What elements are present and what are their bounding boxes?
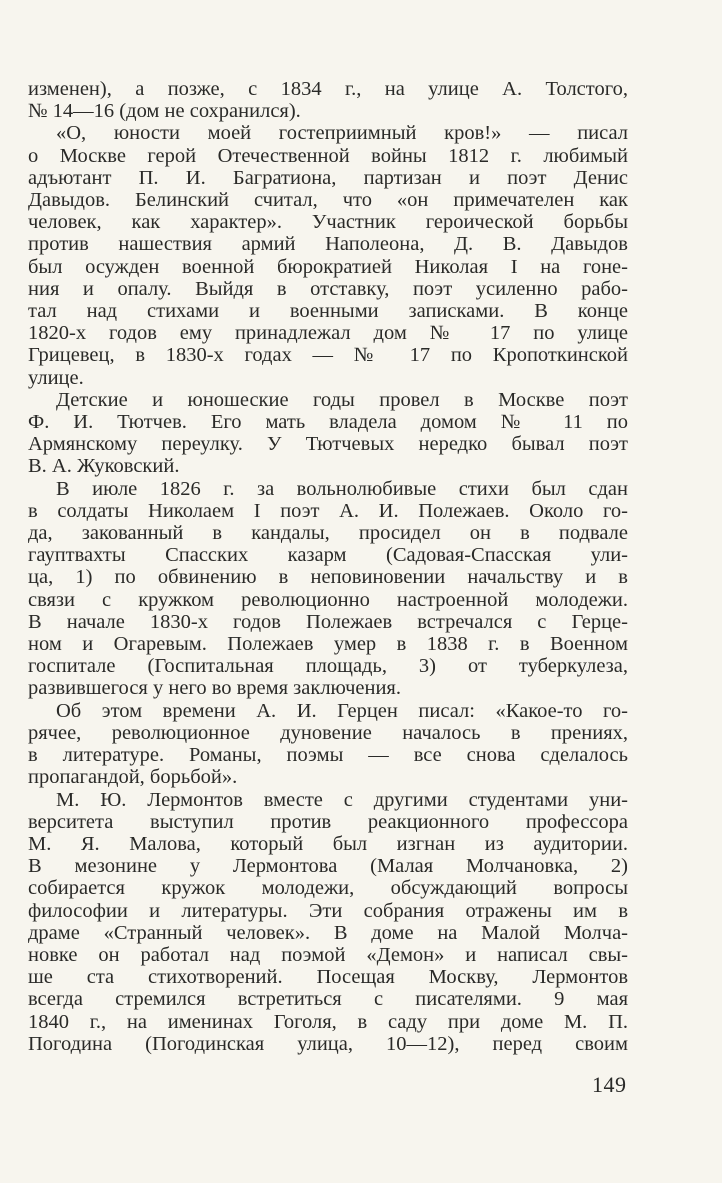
text-line: Погодина (Погодинская улица, 10—12), перед своим bbox=[28, 1032, 628, 1055]
text-line: ца, 1) по обвинению в неповиновении начальству и в bbox=[28, 566, 628, 589]
text-line: В. А. Жуковский. bbox=[28, 455, 180, 478]
text-line: о Москве герой Отечественной войны 1812 г. любимый bbox=[28, 144, 628, 167]
text-line: гауптвахты Спасских казарм (Садовая-Спасская ули- bbox=[28, 544, 628, 567]
text-line: был осужден военной бюрократией Николая I на гоне- bbox=[28, 255, 628, 278]
text-line: № 14—16 (дом не сохранился). bbox=[28, 100, 301, 123]
text-line: связи с кружком революционно настроенной молодежи. bbox=[28, 588, 628, 611]
text-line: в литературе. Романы, поэмы — все снова сделалось bbox=[28, 744, 628, 767]
text-line: рячее, революционное дуновение началось в прениях, bbox=[28, 721, 628, 744]
text-line: ше ста стихотворений. Посещая Москву, Лермонтов bbox=[28, 966, 628, 989]
text-line: ния и опалу. Выйдя в отставку, поэт усиленно рабо- bbox=[28, 277, 628, 300]
text-line: да, закованный в кандалы, просидел он в подвале bbox=[28, 522, 628, 545]
text-line: 1840 г., на именинах Гоголя, в саду при доме М. П. bbox=[28, 1010, 628, 1033]
text-line: человек, как характер». Участник героической борьбы bbox=[28, 211, 628, 234]
text-line: новке он работал над поэмой «Демон» и написал свы- bbox=[28, 943, 628, 966]
text-line: верситета выступил против реакционного профессора bbox=[28, 810, 628, 833]
text-line: госпитале (Госпитальная площадь, 3) от туберкулеза, bbox=[28, 655, 628, 678]
text-line: против нашествия армий Наполеона, Д. В. Давыдов bbox=[28, 233, 628, 256]
text-line: улице. bbox=[28, 366, 84, 389]
body-text bbox=[28, 78, 628, 1055]
text-line: Детские и юношеские годы провел в Москве поэт bbox=[56, 388, 628, 411]
text-line: 1820-х годов ему принадлежал дом № 17 по улице bbox=[28, 322, 628, 345]
text-line: ном и Огаревым. Полежаев умер в 1838 г. в Военном bbox=[28, 633, 628, 656]
text-line: М. Я. Малова, который был изгнан из аудитории. bbox=[28, 832, 628, 855]
text-line: драме «Странный человек». В доме на Малой Молча- bbox=[28, 921, 628, 944]
text-line: тал над стихами и военными записками. В конце bbox=[28, 300, 628, 323]
text-line: изменен), а позже, с 1834 г., на улице А. Толстого, bbox=[28, 78, 628, 100]
text-line: Давыдов. Белинский считал, что «он примечателен как bbox=[28, 189, 628, 212]
text-line: Об этом времени А. И. Герцен писал: «Какое-то го- bbox=[56, 699, 628, 722]
text-line: развившегося у него во время заключения. bbox=[28, 677, 401, 700]
text-line: Грицевец, в 1830-х годах — № 17 по Кропоткинской bbox=[28, 344, 628, 367]
text-line: Армянскому переулку. У Тютчевых нередко бывал поэт bbox=[28, 433, 628, 456]
text-line: пропагандой, борьбой». bbox=[28, 766, 238, 789]
text-line: М. Ю. Лермонтов вместе с другими студентами уни- bbox=[56, 788, 628, 811]
text-line: Ф. И. Тютчев. Его мать владела домом № 11 по bbox=[28, 411, 628, 434]
text-line: философии и литературы. Эти собрания отражены им в bbox=[28, 899, 628, 922]
text-line: В мезонине у Лермонтова (Малая Молчановка, 2) bbox=[28, 855, 628, 878]
text-line: адъютант П. И. Багратиона, партизан и поэт Денис bbox=[28, 166, 628, 189]
text-line: В июле 1826 г. за вольнолюбивые стихи был сдан bbox=[56, 477, 628, 500]
text-line: «О, юности моей гостеприимный кров!» — писал bbox=[56, 122, 628, 145]
text-line: всегда стремился встретиться с писателями. 9 мая bbox=[28, 988, 628, 1011]
page-number: 149 bbox=[592, 1072, 627, 1097]
text-line: в солдаты Николаем I поэт А. И. Полежаев. Около го- bbox=[28, 499, 628, 522]
text-line: собирается кружок молодежи, обсуждающий вопросы bbox=[28, 877, 628, 900]
text-line: В начале 1830-х годов Полежаев встречался с Герце- bbox=[28, 610, 628, 633]
